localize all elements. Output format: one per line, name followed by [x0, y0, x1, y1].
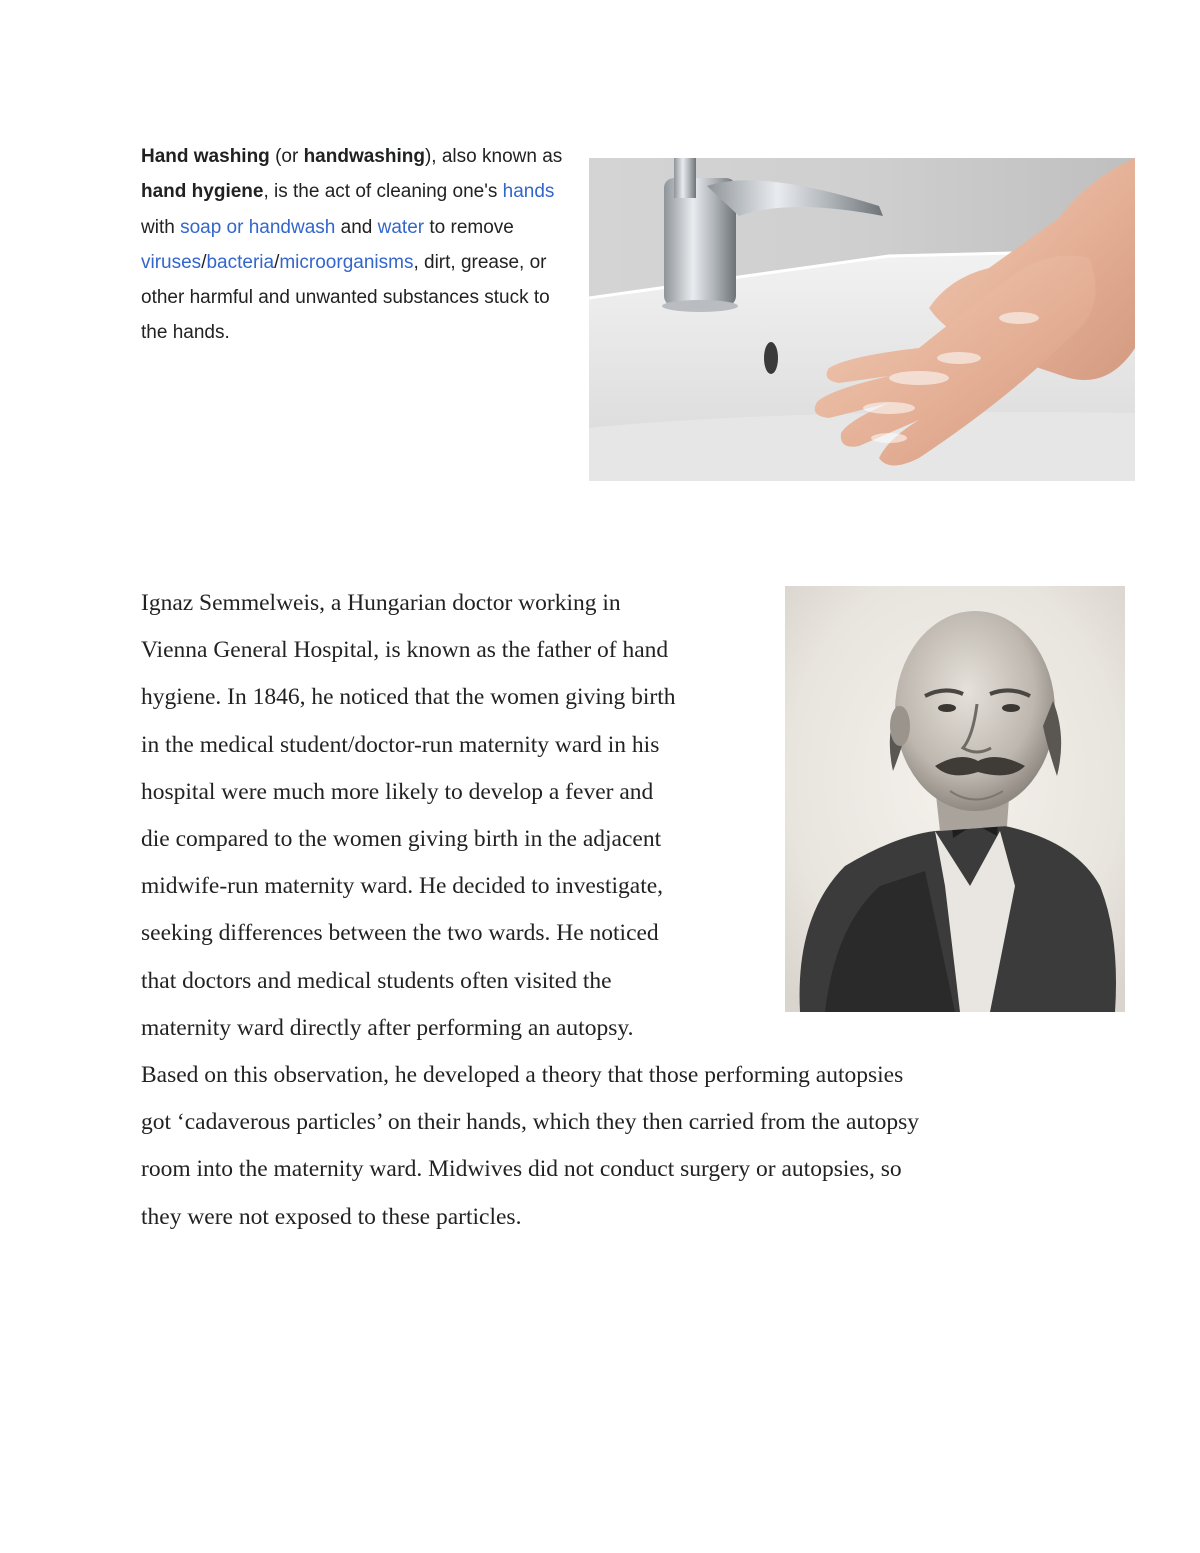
bio-line: they were not exposed to these particles.: [141, 1203, 522, 1230]
intro-paragraph: [141, 139, 581, 351]
intro-text: to remove: [424, 216, 514, 238]
bio-line: hospital were much more likely to develop a fever and: [141, 778, 654, 805]
bio-line: got ‘cadaverous particles’ on their hands, which they then carried from the autopsy: [141, 1109, 920, 1136]
term-handwashing: handwashing: [303, 146, 425, 167]
bio-line: hygiene. In 1846, he noticed that the women giving birth: [141, 684, 676, 711]
hands-washing-illustration: [589, 158, 1135, 481]
bio-line: maternity ward directly after performing an autopsy.: [141, 1014, 634, 1041]
bio-line: seeking differences between the two wards. He noticed: [141, 920, 659, 947]
term-hand-washing: Hand washing: [141, 146, 270, 167]
link-bacteria[interactable]: bacteria: [206, 251, 275, 273]
intro-text: /: [201, 251, 207, 273]
bio-line: room into the maternity ward. Midwives did not conduct surgery or autopsies, so: [141, 1156, 902, 1183]
intro-text: with: [141, 216, 181, 238]
bio-line: in the medical student/doctor-run maternity ward in his: [141, 731, 660, 758]
link-water[interactable]: water: [377, 216, 425, 238]
link-hands[interactable]: hands: [502, 181, 555, 203]
intro-text: , is the act of cleaning one's: [263, 181, 503, 203]
bio-line: Ignaz Semmelweis, a Hungarian doctor working in: [141, 590, 621, 616]
bio-line: Based on this observation, he developed a theory that those performing autopsies: [141, 1062, 904, 1089]
intro-text: , dirt, grease, or other harmful and unwanted substances stuck to the hands.: [141, 251, 550, 344]
bio-line: Vienna General Hospital, is known as the father of hand: [141, 637, 669, 664]
bio-line: that doctors and medical students often visited the: [141, 967, 612, 994]
semmelweis-portrait: [785, 586, 1125, 1012]
link-viruses[interactable]: viruses: [141, 251, 202, 273]
hands-washing-photo: [589, 158, 1135, 481]
intro-text: /: [274, 251, 280, 273]
portrait-illustration: [785, 586, 1125, 1012]
link-soap-or-handwash[interactable]: soap or handwash: [180, 216, 336, 238]
intro-text: ), also known as: [424, 146, 563, 167]
link-microorganisms[interactable]: microorganisms: [279, 251, 414, 273]
bio-line: midwife-run maternity ward. He decided to investigate,: [141, 873, 664, 900]
term-hand-hygiene: hand hygiene: [141, 181, 264, 203]
intro-text: and: [335, 216, 378, 238]
intro-text: (or: [269, 146, 304, 167]
bio-line: die compared to the women giving birth in the adjacent: [141, 826, 662, 853]
